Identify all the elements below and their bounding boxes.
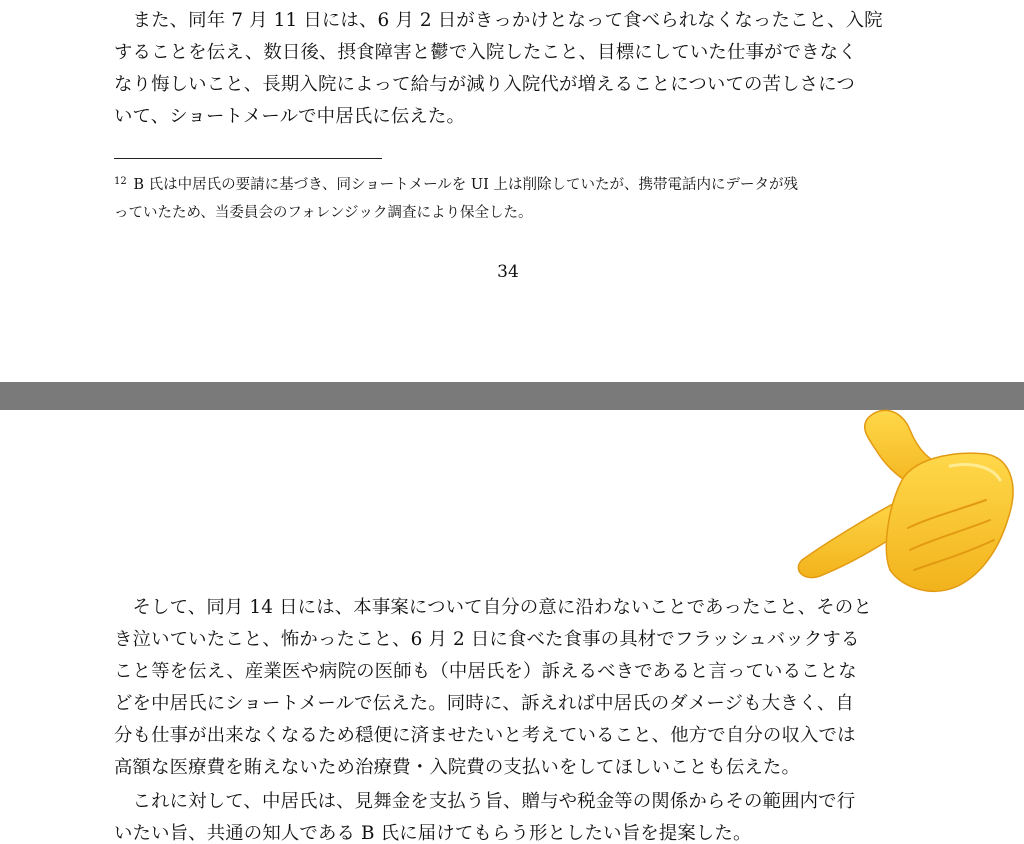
text-line: いたい旨、共通の知人である B 氏に届けてもらう形としたい旨を提案した。 bbox=[114, 823, 752, 844]
text-line: これに対して、中居氏は、見舞金を支払う旨、贈与や税金等の関係からその範囲内で行 bbox=[114, 791, 856, 812]
footnote-line: っていたため、当委員会のフォレンジック調査により保全した。 bbox=[114, 205, 533, 221]
text-line: そして、同月 14 日には、本事案について自分の意に沿わないことであったこと、そのと bbox=[114, 597, 872, 618]
text-line: また、同年 7 月 11 日には、6 月 2 日がきっかけとなって食べられなくなったこと、入院 bbox=[114, 10, 883, 31]
text-line: 分も仕事が出来なくなるため穏便に済ませたいと考えていること、他方で自分の収入では bbox=[114, 725, 856, 746]
text-line: なり悔しいこと、長期入院によって給与が減り入院代が増えることについての苦しさにつ bbox=[114, 74, 855, 95]
paragraph-july-11 bbox=[114, 5, 906, 133]
text-line: することを伝え、数日後、摂食障害と鬱で入院したこと、目標にしていた仕事ができなく bbox=[114, 42, 857, 63]
paragraph-july-14 bbox=[114, 592, 906, 784]
pointing-hand-icon bbox=[790, 400, 1015, 600]
text-line: き泣いていたこと、怖かったこと、6 月 2 日に食べた食事の具材でフラッシュバックする bbox=[114, 629, 860, 650]
footnote-divider bbox=[114, 158, 382, 159]
text-line: こと等を伝え、産業医や病院の医師も（中居氏を）訴えるべきであると言っていることな bbox=[114, 661, 857, 682]
footnote-line bbox=[114, 168, 914, 199]
text-line: 高額な医療費を賄えないため治療費・入院費の支払いをしてほしいことも伝えた。 bbox=[114, 757, 801, 778]
text-line: どを中居氏にショートメールで伝えた。同時に、訴えれば中居氏のダメージも大きく、自 bbox=[114, 693, 854, 714]
footnote-12 bbox=[114, 168, 914, 227]
paragraph-response bbox=[114, 786, 906, 844]
page-number: 34 bbox=[497, 262, 519, 282]
footnote-text: B 氏は中居氏の要請に基づき、同ショートメールを UI 上は削除していたが、携帯電話内にデータが残 bbox=[128, 177, 798, 193]
text-line: いて、ショートメールで中居氏に伝えた。 bbox=[114, 106, 465, 127]
footnote-marker: 12 bbox=[114, 176, 127, 187]
